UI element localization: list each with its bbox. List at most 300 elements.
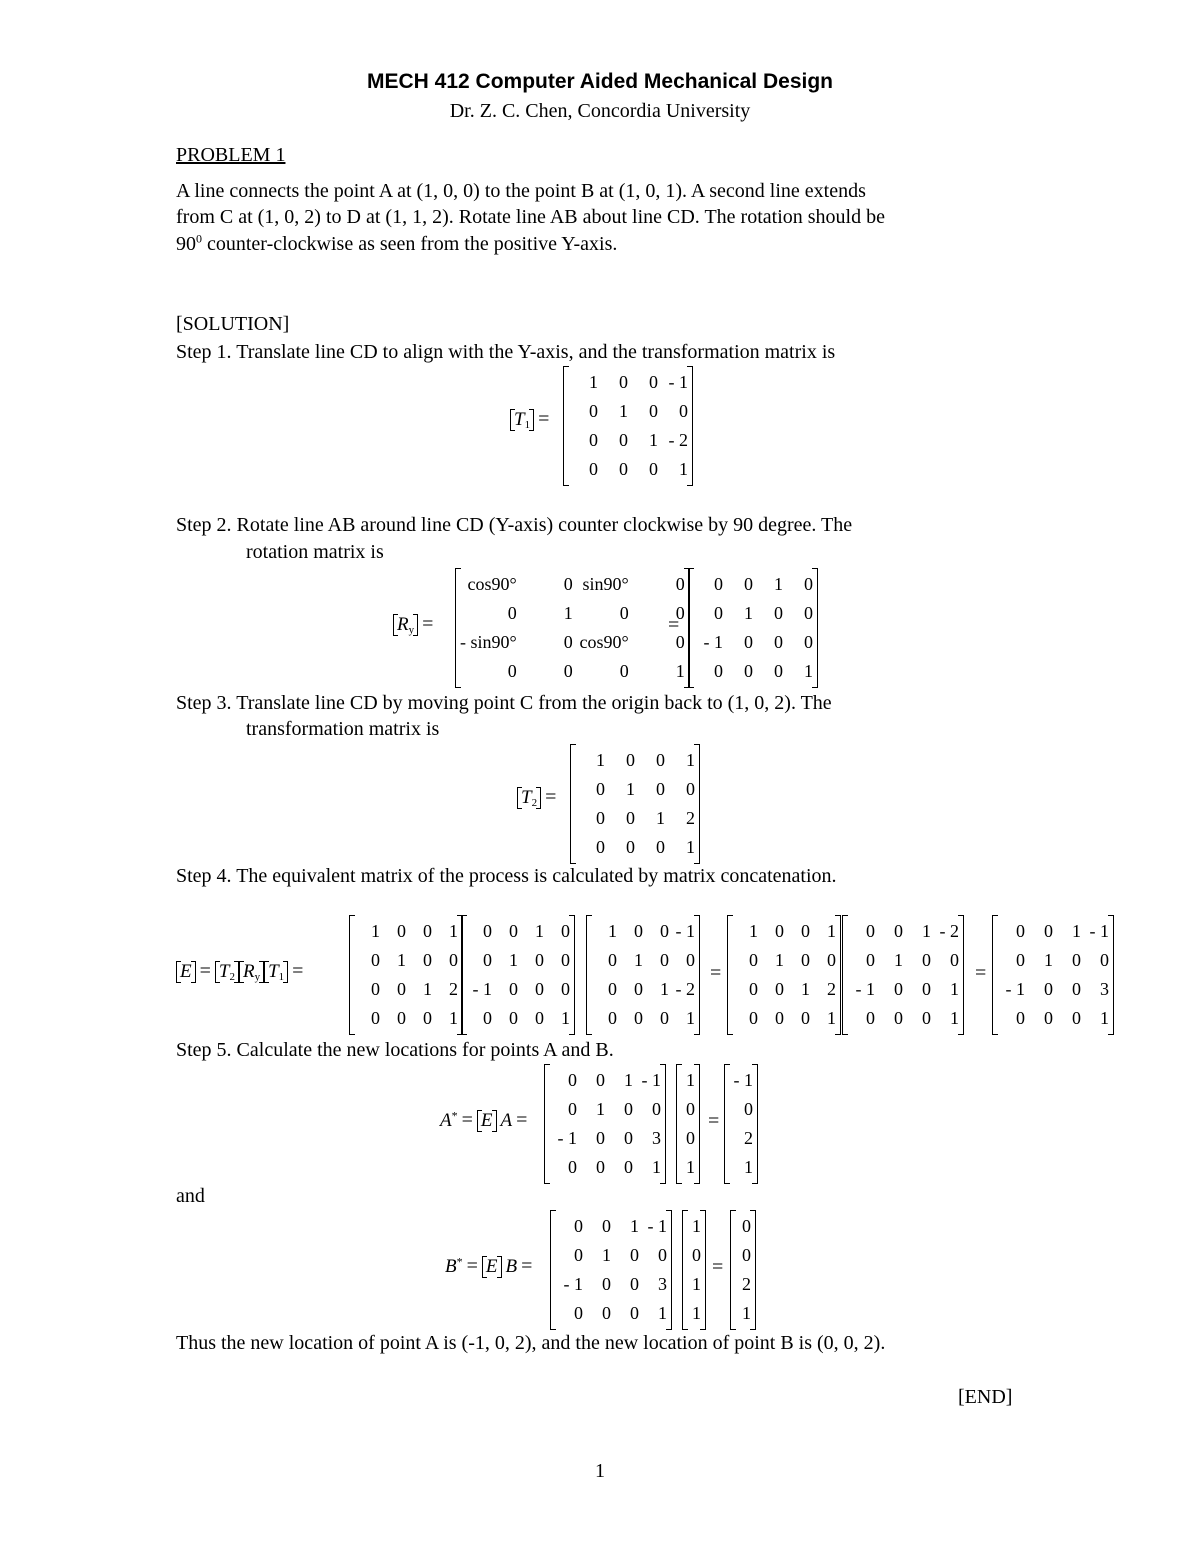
matrix-cell: 0 <box>574 1216 583 1236</box>
step-3-text: Step 3. Translate line CD by moving point C from the origin back to (1, 0, 2). The <box>176 692 832 714</box>
step-4-text: Step 4. The equivalent matrix of the process is calculated by matrix concatenation. <box>176 865 837 887</box>
matrix-cell: 0 <box>509 921 518 941</box>
matrix-cell: 0 <box>744 661 753 681</box>
matrix-cell: 1 <box>950 1008 959 1028</box>
matrix-row <box>735 1299 751 1328</box>
matrix-row <box>681 1066 695 1095</box>
matrix-row <box>591 975 695 1004</box>
matrix-cell: 0 <box>397 979 406 999</box>
matrix-cell: 2 <box>742 1274 751 1294</box>
matrix-cell: 0 <box>774 603 783 623</box>
matrix-cell: 1 <box>744 1157 753 1177</box>
matrix-cell: 0 <box>922 1008 931 1028</box>
matrix-row <box>732 975 836 1004</box>
matrix-cell: 0 <box>397 1008 406 1028</box>
matrix-cell: 0 <box>507 661 517 681</box>
matrix-row <box>549 1124 661 1153</box>
matrix-cell: 0 <box>660 950 669 970</box>
matrix-cell: 0 <box>804 632 813 652</box>
matrix-cell: 0 <box>1100 950 1109 970</box>
matrix-ry-concat <box>461 915 575 1035</box>
matrix-cell: 3 <box>658 1274 667 1294</box>
matrix-t1 <box>563 366 693 486</box>
matrix-cell: 0 <box>1016 1008 1025 1028</box>
matrix-cell: 0 <box>574 1245 583 1265</box>
matrix-cell: 1 <box>686 1008 695 1028</box>
matrix-row <box>687 1270 701 1299</box>
matrix-row <box>997 917 1109 946</box>
matrix-row <box>549 1095 661 1124</box>
matrix-ry <box>688 568 818 688</box>
matrix-cell: - 1 <box>733 1070 753 1090</box>
matrix-cell: 1 <box>608 921 617 941</box>
matrix-cell: 0 <box>894 921 903 941</box>
matrix-cell: 1 <box>649 430 658 450</box>
matrix-cell: 0 <box>630 1274 639 1294</box>
matrix-table <box>555 1212 667 1328</box>
solution-heading: [SOLUTION] <box>176 313 290 335</box>
problem-line-1: A line connects the point A at (1, 0, 0) to the point B at (1, 0, 1). A second line extends <box>176 180 866 202</box>
matrix-cell: sin90° <box>582 574 629 594</box>
matrix-row <box>591 946 695 975</box>
matrix-cell: 0 <box>626 750 635 770</box>
matrix-cell: 1 <box>675 661 685 681</box>
matrix-cell: 0 <box>774 632 783 652</box>
document-title: MECH 412 Computer Aided Mechanical Design <box>367 70 833 93</box>
matrix-cell: 0 <box>801 950 810 970</box>
matrix-cell: 0 <box>922 979 931 999</box>
matrix-cell: 0 <box>1044 921 1053 941</box>
matrix-cell: 0 <box>626 808 635 828</box>
matrix-row <box>729 1066 753 1095</box>
matrix-row <box>555 1212 667 1241</box>
matrix-cell: 0 <box>563 632 573 652</box>
matrix-cell: 0 <box>827 950 836 970</box>
matrix-cell: - 1 <box>472 979 492 999</box>
matrix-cell: 0 <box>589 459 598 479</box>
matrix-cell: 1 <box>679 459 688 479</box>
matrix-cell: 0 <box>634 1008 643 1028</box>
problem-line-3: $90^0$ counter-clockwise as seen from the positive Y-axis. <box>176 231 618 255</box>
matrix-cell: 0 <box>749 950 758 970</box>
matrix-cell: 0 <box>801 1008 810 1028</box>
matrix-row <box>847 946 959 975</box>
matrix-cell: 1 <box>922 921 931 941</box>
matrix-cell: 0 <box>423 1008 432 1028</box>
matrix-cell: cos90° <box>467 574 517 594</box>
matrix-cell: 1 <box>1044 950 1053 970</box>
matrix-cell: 0 <box>749 1008 758 1028</box>
equals-sign-5: = <box>712 1256 724 1278</box>
matrix-cell: 0 <box>1044 1008 1053 1028</box>
matrix-cell: 0 <box>371 1008 380 1028</box>
matrix-cell: 1 <box>1100 1008 1109 1028</box>
matrix-cell: 1 <box>686 750 695 770</box>
matrix-t2 <box>570 744 700 864</box>
matrix-cell: 0 <box>649 372 658 392</box>
matrix-table <box>354 917 458 1033</box>
matrix-cell: 0 <box>602 1216 611 1236</box>
matrix-row <box>735 1270 751 1299</box>
matrix-cell: 0 <box>619 661 629 681</box>
matrix-cell: 0 <box>866 921 875 941</box>
matrix-cell: 0 <box>742 1245 751 1265</box>
matrix-cell: 0 <box>675 603 685 623</box>
matrix-cell: 0 <box>649 459 658 479</box>
matrix-row <box>354 917 458 946</box>
matrix-row <box>997 946 1109 975</box>
conclusion-text: Thus the new location of point A is (-1, 0, 2), and the new location of point B is (0, 0, 2). <box>176 1332 886 1354</box>
matrix-row <box>555 1299 667 1328</box>
matrix-table <box>466 917 570 1033</box>
matrix-cell: 0 <box>1044 979 1053 999</box>
and-text: and <box>176 1185 205 1207</box>
matrix-row <box>693 657 813 686</box>
matrix-cell: - 1 <box>675 921 695 941</box>
matrix-row <box>555 1241 667 1270</box>
matrix-row <box>732 917 836 946</box>
vector-a-new <box>724 1064 758 1184</box>
matrix-cell: 1 <box>1072 921 1081 941</box>
matrix-cell: 1 <box>561 1008 570 1028</box>
matrix-cell: 0 <box>619 459 628 479</box>
matrix-row <box>575 775 695 804</box>
matrix-cell: 0 <box>649 401 658 421</box>
matrix-row <box>997 1004 1109 1033</box>
matrix-cell: 1 <box>749 921 758 941</box>
matrix-cell: 0 <box>1016 950 1025 970</box>
matrix-cell: 0 <box>397 921 406 941</box>
matrix-cell: 0 <box>744 1099 753 1119</box>
matrix-cell: 0 <box>608 979 617 999</box>
matrix-cell: 0 <box>596 808 605 828</box>
matrix-cell: 0 <box>744 632 753 652</box>
matrix-row <box>681 1095 695 1124</box>
matrix-cell: 1 <box>894 950 903 970</box>
matrix-cell: 0 <box>423 950 432 970</box>
matrix-cell: 1 <box>602 1245 611 1265</box>
matrix-cell: 1 <box>656 808 665 828</box>
step-5-text: Step 5. Calculate the new locations for points A and B. <box>176 1039 614 1061</box>
matrix-cell: 0 <box>596 779 605 799</box>
matrix-row <box>460 570 685 599</box>
matrix-cell: 1 <box>744 603 753 623</box>
matrix-cell: 1 <box>742 1303 751 1323</box>
matrix-cell: 1 <box>692 1303 701 1323</box>
matrix-cell: - 1 <box>668 372 688 392</box>
t1-label: $T_1$ = <box>510 408 549 431</box>
matrix-cell: 1 <box>449 921 458 941</box>
matrix-cell: 3 <box>652 1128 661 1148</box>
step-3-text-cont: transformation matrix is <box>246 718 440 740</box>
problem-line-2: from C at (1, 0, 2) to D at (1, 1, 2). Rotate line AB about line CD. The rotation should be <box>176 206 885 228</box>
matrix-cell: 0 <box>568 1157 577 1177</box>
matrix-cell: 1 <box>397 950 406 970</box>
step-1-text: Step 1. Translate line CD to align with the Y-axis, and the transformation matrix is <box>176 341 836 363</box>
matrix-e-b <box>550 1210 672 1330</box>
step-2-text: Step 2. Rotate line AB around line CD (Y-axis) counter clockwise by 90 degree. The <box>176 514 853 536</box>
e-label: E = $T_2$ $R_y$ $T_1$ = <box>176 960 303 983</box>
matrix-cell: 0 <box>507 603 517 623</box>
matrix-cell: - 1 <box>1005 979 1025 999</box>
matrix-table <box>549 1066 661 1182</box>
equals-sign-2: = <box>710 962 722 984</box>
matrix-cell: 0 <box>675 574 685 594</box>
matrix-row <box>591 917 695 946</box>
matrix-cell: - 1 <box>703 632 723 652</box>
a-new-label: A* = E A = <box>440 1108 528 1131</box>
matrix-cell: 1 <box>423 979 432 999</box>
matrix-row <box>732 946 836 975</box>
matrix-row <box>549 1066 661 1095</box>
matrix-cell: 0 <box>423 921 432 941</box>
document-subtitle: Dr. Z. C. Chen, Concordia University <box>449 100 751 122</box>
matrix-cell: 1 <box>630 1216 639 1236</box>
matrix-table <box>575 746 695 862</box>
matrix-row <box>687 1241 701 1270</box>
matrix-cell: 0 <box>619 603 629 623</box>
matrix-cell: 0 <box>742 1216 751 1236</box>
matrix-cell: 0 <box>483 950 492 970</box>
matrix-cell: 1 <box>449 1008 458 1028</box>
matrix-cell: 0 <box>483 1008 492 1028</box>
matrix-cell: 1 <box>619 401 628 421</box>
matrix-row <box>354 975 458 1004</box>
matrix-cell: 0 <box>749 979 758 999</box>
matrix-cell: 0 <box>686 779 695 799</box>
matrix-row <box>354 946 458 975</box>
matrix-row <box>732 1004 836 1033</box>
matrix-cell: 0 <box>714 603 723 623</box>
matrix-t2-concat <box>349 915 463 1035</box>
matrix-row <box>693 599 813 628</box>
matrix-cell: 0 <box>658 1245 667 1265</box>
matrix-cell: 1 <box>660 979 669 999</box>
matrix-cell: 0 <box>714 574 723 594</box>
matrix-row <box>735 1241 751 1270</box>
matrix-cell: 1 <box>692 1274 701 1294</box>
matrix-cell: 0 <box>596 1128 605 1148</box>
equals-sign: = <box>668 614 680 636</box>
matrix-row <box>591 1004 695 1033</box>
matrix-table <box>568 368 688 484</box>
matrix-cell: - 1 <box>647 1216 667 1236</box>
matrix-cell: 1 <box>371 921 380 941</box>
matrix-cell: - 1 <box>1089 921 1109 941</box>
matrix-cell: 0 <box>608 1008 617 1028</box>
matrix-row <box>568 368 688 397</box>
t2-label: $T_2$ = <box>517 786 556 809</box>
matrix-cell: 0 <box>652 1099 661 1119</box>
matrix-cell: 0 <box>619 372 628 392</box>
matrix-row <box>555 1270 667 1299</box>
matrix-cell: - 1 <box>557 1128 577 1148</box>
matrix-cell: 3 <box>1100 979 1109 999</box>
matrix-row <box>681 1124 695 1153</box>
matrix-cell: 0 <box>714 661 723 681</box>
matrix-cell: 0 <box>866 950 875 970</box>
matrix-cell: 0 <box>686 1128 695 1148</box>
matrix-row <box>460 628 685 657</box>
matrix-cell: 0 <box>589 430 598 450</box>
matrix-table <box>681 1066 695 1182</box>
matrix-row <box>568 455 688 484</box>
matrix-cell: 0 <box>619 430 628 450</box>
b-new-label: B* = E B = <box>445 1254 533 1277</box>
matrix-cell: 1 <box>827 921 836 941</box>
matrix-table <box>847 917 959 1033</box>
matrix-row <box>575 746 695 775</box>
vector-b-new <box>730 1210 756 1330</box>
matrix-cell: 0 <box>624 1157 633 1177</box>
matrix-row <box>466 946 570 975</box>
matrix-cell: 0 <box>602 1303 611 1323</box>
vector-b <box>682 1210 706 1330</box>
matrix-cell: cos90° <box>579 632 629 652</box>
matrix-t1-concat <box>586 915 700 1035</box>
matrix-table <box>687 1212 701 1328</box>
matrix-cell: 1 <box>634 950 643 970</box>
matrix-cell: 0 <box>804 603 813 623</box>
matrix-cell: 0 <box>894 979 903 999</box>
matrix-row <box>729 1124 753 1153</box>
matrix-cell: 0 <box>774 661 783 681</box>
matrix-cell: - 1 <box>563 1274 583 1294</box>
matrix-cell: 0 <box>801 921 810 941</box>
matrix-row <box>568 426 688 455</box>
matrix-cell: 0 <box>660 1008 669 1028</box>
matrix-cell: 0 <box>866 1008 875 1028</box>
matrix-cell: 1 <box>775 950 784 970</box>
matrix-cell: 0 <box>804 574 813 594</box>
matrix-row <box>466 975 570 1004</box>
matrix-row <box>466 1004 570 1033</box>
matrix-cell: 0 <box>509 979 518 999</box>
matrix-cell: 1 <box>596 750 605 770</box>
matrix-t2ry-product <box>842 915 964 1035</box>
matrix-cell: 1 <box>686 1157 695 1177</box>
matrix-cell: 1 <box>563 603 573 623</box>
matrix-cell: 0 <box>1072 950 1081 970</box>
matrix-cell: 0 <box>449 950 458 970</box>
matrix-cell: 0 <box>535 1008 544 1028</box>
matrix-cell: - 1 <box>855 979 875 999</box>
matrix-cell: 0 <box>744 574 753 594</box>
matrix-row <box>997 975 1109 1004</box>
matrix-ry-symbolic <box>455 568 690 688</box>
matrix-cell: 0 <box>634 979 643 999</box>
matrix-cell: 0 <box>561 921 570 941</box>
matrix-row <box>847 1004 959 1033</box>
matrix-cell: 0 <box>602 1274 611 1294</box>
matrix-cell: 1 <box>827 1008 836 1028</box>
matrix-cell: 0 <box>535 979 544 999</box>
problem-heading: PROBLEM 1 <box>176 144 286 166</box>
matrix-cell: 0 <box>371 979 380 999</box>
matrix-cell: 0 <box>950 950 959 970</box>
matrix-cell: - 2 <box>675 979 695 999</box>
matrix-e-a <box>544 1064 666 1184</box>
matrix-cell: - 1 <box>641 1070 661 1090</box>
matrix-cell: 0 <box>656 750 665 770</box>
matrix-cell: 1 <box>509 950 518 970</box>
matrix-cell: 0 <box>561 979 570 999</box>
matrix-cell: 0 <box>775 1008 784 1028</box>
matrix-cell: 0 <box>596 1070 605 1090</box>
matrix-row <box>460 599 685 628</box>
matrix-cell: 0 <box>634 921 643 941</box>
matrix-table <box>460 570 685 686</box>
matrix-cell: 0 <box>574 1303 583 1323</box>
matrix-table <box>735 1212 751 1328</box>
matrix-table <box>693 570 813 686</box>
matrix-cell: 0 <box>561 950 570 970</box>
matrix-cell: 0 <box>483 921 492 941</box>
matrix-cell: 0 <box>1072 979 1081 999</box>
matrix-cell: 0 <box>568 1070 577 1090</box>
equals-sign-3: = <box>975 962 987 984</box>
matrix-cell: 0 <box>589 401 598 421</box>
matrix-cell: 0 <box>1072 1008 1081 1028</box>
matrix-cell: 2 <box>449 979 458 999</box>
matrix-cell: 0 <box>686 950 695 970</box>
matrix-cell: 0 <box>675 632 685 652</box>
matrix-row <box>575 804 695 833</box>
matrix-cell: - 2 <box>668 430 688 450</box>
matrix-cell: 0 <box>686 1099 695 1119</box>
matrix-cell: 1 <box>950 979 959 999</box>
matrix-row <box>693 570 813 599</box>
matrix-cell: 0 <box>624 1128 633 1148</box>
matrix-cell: 0 <box>596 1157 605 1177</box>
matrix-e-result <box>992 915 1114 1035</box>
matrix-cell: 1 <box>589 372 598 392</box>
matrix-cell: 0 <box>509 1008 518 1028</box>
matrix-cell: 1 <box>692 1216 701 1236</box>
matrix-row <box>735 1212 751 1241</box>
matrix-cell: 0 <box>624 1099 633 1119</box>
matrix-row <box>575 833 695 862</box>
matrix-cell: - 2 <box>939 921 959 941</box>
matrix-cell: 1 <box>658 1303 667 1323</box>
matrix-row <box>354 1004 458 1033</box>
matrix-row <box>729 1153 753 1182</box>
matrix-t2-repeat <box>727 915 841 1035</box>
matrix-row <box>466 917 570 946</box>
matrix-row <box>681 1153 695 1182</box>
matrix-row <box>568 397 688 426</box>
matrix-row <box>687 1212 701 1241</box>
matrix-cell: 0 <box>775 921 784 941</box>
matrix-cell: 0 <box>563 661 573 681</box>
matrix-cell: 1 <box>624 1070 633 1090</box>
ry-label: $R_y$ = <box>393 613 433 636</box>
matrix-cell: 1 <box>535 921 544 941</box>
matrix-cell: 0 <box>371 950 380 970</box>
matrix-cell: 0 <box>630 1245 639 1265</box>
page-number: 1 <box>595 1460 605 1482</box>
matrix-cell: 0 <box>775 979 784 999</box>
matrix-cell: 2 <box>686 808 695 828</box>
matrix-cell: 2 <box>744 1128 753 1148</box>
step-2-text-cont: rotation matrix is <box>246 541 384 563</box>
matrix-row <box>687 1299 701 1328</box>
matrix-cell: 0 <box>922 950 931 970</box>
matrix-cell: 0 <box>1016 921 1025 941</box>
matrix-cell: 2 <box>827 979 836 999</box>
matrix-table <box>732 917 836 1033</box>
matrix-cell: 0 <box>596 837 605 857</box>
